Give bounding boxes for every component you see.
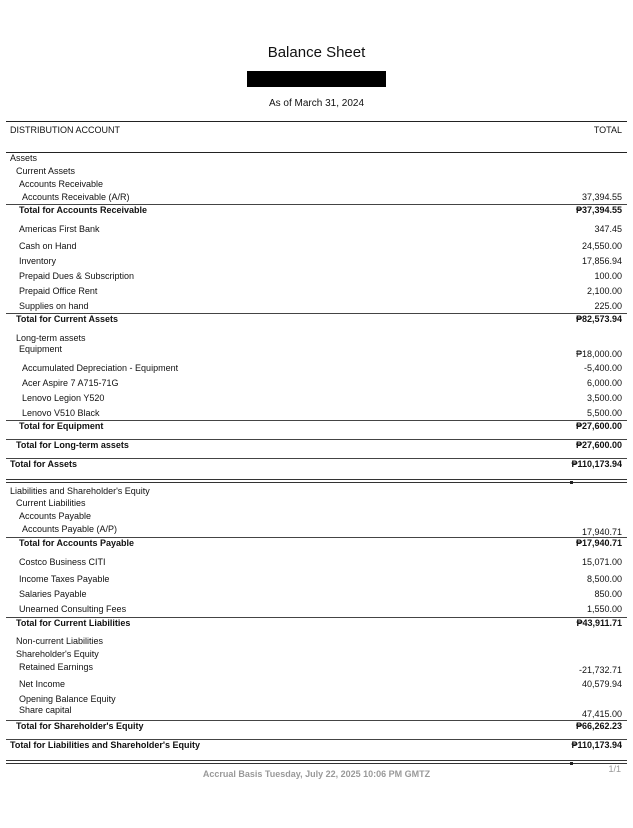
row-value: 17,940.71 xyxy=(581,527,622,537)
row-value: ₱66,262.23 xyxy=(575,721,622,731)
total-row: Total for Long-term assets ₱27,600.00 xyxy=(6,439,627,456)
double-rule xyxy=(6,479,627,483)
report-footer: Accrual Basis Tuesday, July 22, 2025 10:06 PM GMTZ xyxy=(202,769,431,779)
account-row: Accounts Receivable (A/R) 37,394.55 xyxy=(22,192,622,202)
row-value: 100.00 xyxy=(594,271,622,281)
account-row: Cash on Hand 24,550.00 xyxy=(19,241,622,251)
group-accounts-payable: Accounts Payable xyxy=(19,511,92,521)
account-row: Lenovo Legion Y520 3,500.00 xyxy=(22,393,622,403)
row-value: 8,500.00 xyxy=(586,574,622,584)
account-row: Share capital 47,415.00 xyxy=(19,705,622,719)
account-row: Retained Earnings -21,732.71 xyxy=(19,662,622,675)
account-row: Americas First Bank 347.45 xyxy=(19,224,622,234)
total-row: Total for Accounts Payable ₱17,940.71 xyxy=(6,537,627,554)
row-value: 15,071.00 xyxy=(581,557,622,567)
account-row: Prepaid Dues & Subscription 100.00 xyxy=(19,271,622,281)
section-assets: Assets xyxy=(10,153,38,163)
row-value: 347.45 xyxy=(594,224,622,234)
account-row: Accumulated Depreciation - Equipment -5,400.00 xyxy=(22,363,622,373)
row-value: 6,000.00 xyxy=(586,378,622,388)
row-value: 2,100.00 xyxy=(586,286,622,296)
account-row: Lenovo V510 Black 5,500.00 xyxy=(22,408,622,418)
row-value: 37,394.55 xyxy=(581,192,622,202)
account-row: Costco Business CITI 15,071.00 xyxy=(19,557,622,567)
group-accounts-receivable: Accounts Receivable xyxy=(19,179,104,189)
total-row: Total for Current Assets ₱82,573.94 xyxy=(6,313,627,330)
rule-marker xyxy=(570,481,573,484)
row-value: 850.00 xyxy=(594,589,622,599)
row-value: ₱27,600.00 xyxy=(575,421,622,431)
col-account-header: DISTRIBUTION ACCOUNT xyxy=(10,125,121,135)
total-row: Total for Equipment ₱27,600.00 xyxy=(6,420,627,437)
group-non-current-liabilities: Non-current Liabilities xyxy=(16,636,104,646)
group-shareholders-equity: Shareholder's Equity xyxy=(16,649,99,659)
col-total-header: TOTAL xyxy=(593,125,622,135)
row-value: 24,550.00 xyxy=(581,241,622,251)
account-row: Supplies on hand 225.00 xyxy=(19,301,622,311)
row-value: ₱18,000.00 xyxy=(575,349,622,359)
redacted-company-name xyxy=(247,71,386,87)
grand-total-row: Total for Liabilities and Shareholder's Equity ₱110,173.94 xyxy=(6,739,627,756)
group-long-term-assets: Long-term assets xyxy=(16,333,86,343)
row-value: ₱110,173.94 xyxy=(571,459,622,469)
row-value: ₱27,600.00 xyxy=(575,440,622,450)
row-value: ₱43,911.71 xyxy=(576,618,622,628)
account-row: Net Income 40,579.94 xyxy=(19,679,622,689)
total-row: Total for Shareholder's Equity ₱66,262.23 xyxy=(6,720,627,737)
row-value: 47,415.00 xyxy=(581,709,622,719)
row-value: -5,400.00 xyxy=(583,363,622,373)
double-rule xyxy=(6,760,627,764)
row-value: 5,500.00 xyxy=(586,408,622,418)
section-liabilities-equity: Liabilities and Shareholder's Equity xyxy=(10,486,150,496)
report-title: Balance Sheet xyxy=(267,44,366,61)
row-value: ₱17,940.71 xyxy=(575,538,622,548)
rule-marker xyxy=(570,762,573,765)
column-header xyxy=(6,121,627,153)
group-current-assets: Current Assets xyxy=(16,166,76,176)
row-value: 1,550.00 xyxy=(586,604,622,614)
row-value: 17,856.94 xyxy=(581,256,622,266)
row-value: -21,732.71 xyxy=(578,665,622,675)
account-row: Acer Aspire 7 A715-71G 6,000.00 xyxy=(22,378,622,388)
account-row: Salaries Payable 850.00 xyxy=(19,589,622,599)
page-number: 1/1 xyxy=(608,764,621,774)
row-value: 40,579.94 xyxy=(581,679,622,689)
account-row: Inventory 17,856.94 xyxy=(19,256,622,266)
row-value: ₱82,573.94 xyxy=(575,314,622,324)
grand-total-row: Total for Assets ₱110,173.94 xyxy=(6,458,627,475)
account-row: Income Taxes Payable 8,500.00 xyxy=(19,574,622,584)
account-row: Unearned Consulting Fees 1,550.00 xyxy=(19,604,622,614)
report-date: As of March 31, 2024 xyxy=(268,98,365,109)
group-equipment: Equipment ₱18,000.00 xyxy=(19,344,622,359)
group-opening-balance-equity: Opening Balance Equity xyxy=(19,694,116,704)
account-row: Prepaid Office Rent 2,100.00 xyxy=(19,286,622,296)
row-value: ₱37,394.55 xyxy=(575,205,622,215)
group-current-liabilities: Current Liabilities xyxy=(16,498,86,508)
account-row: Accounts Payable (A/P) 17,940.71 xyxy=(22,524,622,537)
row-value: 3,500.00 xyxy=(586,393,622,403)
row-value: ₱110,173.94 xyxy=(571,740,622,750)
row-value: 225.00 xyxy=(594,301,622,311)
total-row: Total for Accounts Receivable ₱37,394.55 xyxy=(6,204,627,221)
total-row: Total for Current Liabilities ₱43,911.71 xyxy=(6,617,627,634)
